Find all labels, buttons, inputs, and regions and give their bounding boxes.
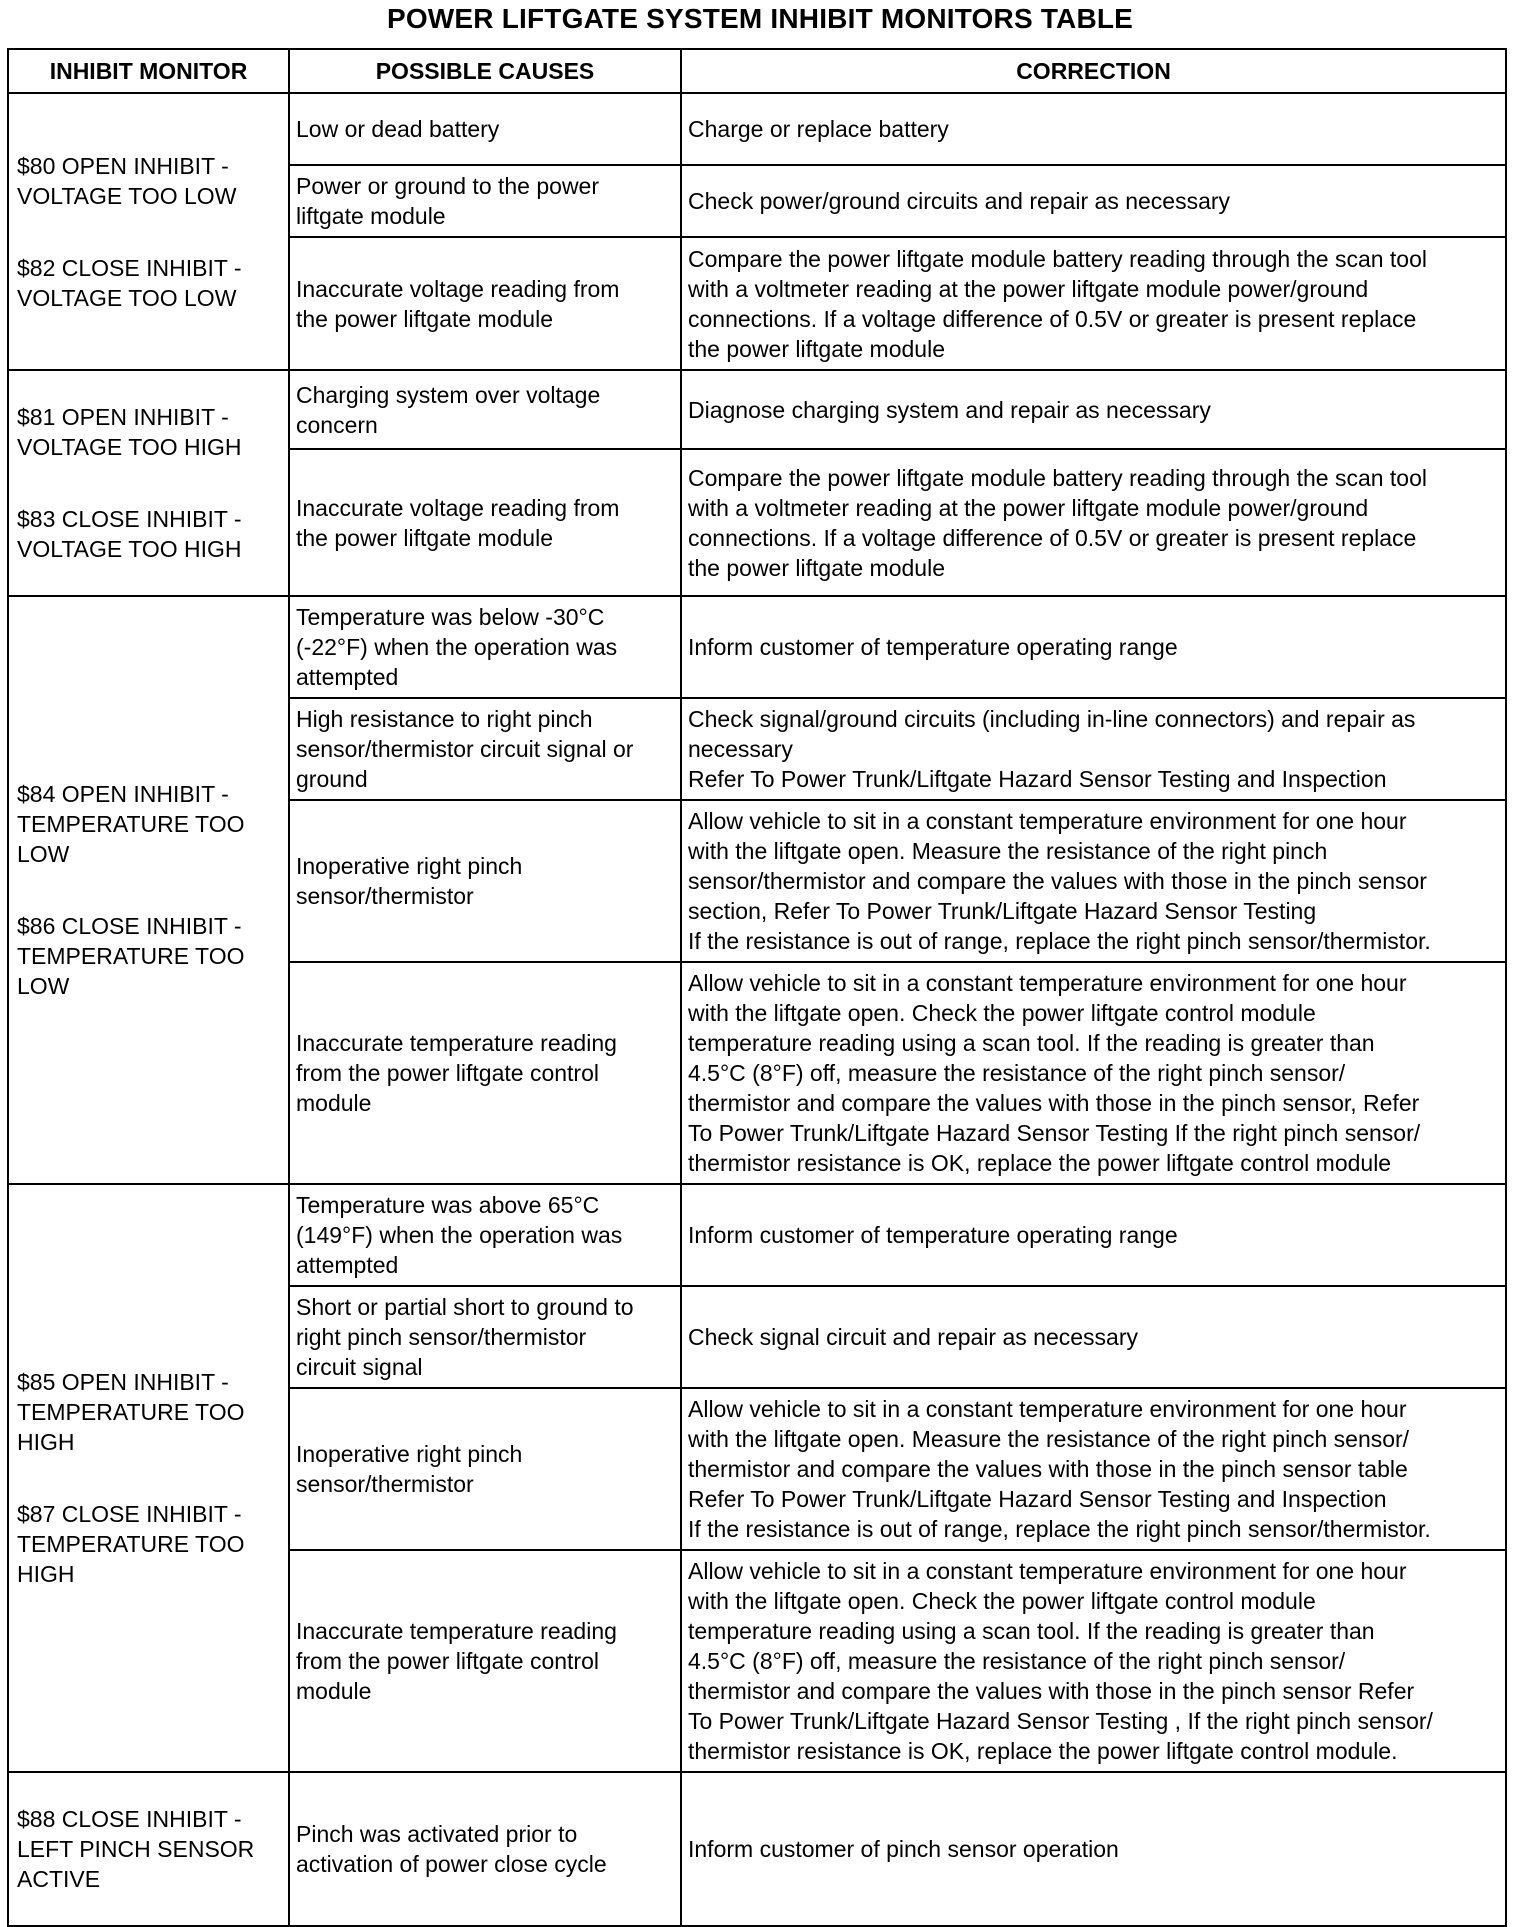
- monitor-label: $84 OPEN INHIBIT - TEMPERATURE TOO LOW: [17, 781, 245, 867]
- monitor-label: $85 OPEN INHIBIT - TEMPERATURE TOO HIGH: [17, 1369, 245, 1455]
- correction-cell: Diagnose charging system and repair as necessary: [681, 370, 1506, 449]
- possible-cause-cell: Power or ground to the power liftgate module: [289, 165, 681, 237]
- possible-cause-cell: Short or partial short to ground to right pinch sensor/thermistor circuit signal: [289, 1286, 681, 1388]
- inhibit-monitor-cell: [8, 370, 289, 596]
- table-row: [8, 1184, 1506, 1286]
- inhibit-monitor-cell: [8, 93, 289, 370]
- possible-cause-cell: High resistance to right pinch sensor/thermistor circuit signal or ground: [289, 698, 681, 800]
- column-header-possible-causes: POSSIBLE CAUSES: [289, 49, 681, 93]
- monitor-label: $82 CLOSE INHIBIT - VOLTAGE TOO LOW: [17, 254, 242, 311]
- possible-cause-cell: Charging system over voltage concern: [289, 370, 681, 449]
- header-row: [8, 49, 1506, 93]
- correction-cell: Allow vehicle to sit in a constant temperature environment for one hour with the liftgate open. Measure the resistance of the right pinch sensor/ thermistor and compare the values with those in the pinch sensor table Refer To Power Trunk/Liftgate Hazard Sensor Testing and Inspection If the resistance is out of range, replace the right pinch sensor/thermistor.: [681, 1388, 1506, 1550]
- correction-cell: Inform customer of pinch sensor operation: [681, 1772, 1506, 1926]
- possible-cause-cell: Temperature was below -30°C (-22°F) when the operation was attempted: [289, 596, 681, 698]
- monitor-label: $88 CLOSE INHIBIT - LEFT PINCH SENSOR ACTIVE: [17, 1806, 255, 1892]
- possible-cause-cell: Inaccurate voltage reading from the power liftgate module: [289, 449, 681, 596]
- table-row: [8, 596, 1506, 698]
- inhibit-monitor-cell: [8, 1772, 289, 1926]
- column-header-correction: CORRECTION: [681, 49, 1506, 93]
- correction-cell: Check signal circuit and repair as necessary: [681, 1286, 1506, 1388]
- possible-cause-cell: Inoperative right pinch sensor/thermistor: [289, 800, 681, 962]
- monitor-label: $86 CLOSE INHIBIT - TEMPERATURE TOO LOW: [17, 913, 245, 999]
- monitor-label: $87 CLOSE INHIBIT - TEMPERATURE TOO HIGH: [17, 1501, 245, 1587]
- correction-cell: Allow vehicle to sit in a constant temperature environment for one hour with the liftgate open. Measure the resistance of the right pinch sensor/thermistor and compare the values with those in the pinch sensor section, Refer To Power Trunk/Liftgate Hazard Sensor Testing If the resistance is out of range, replace the right pinch sensor/thermistor.: [681, 800, 1506, 962]
- correction-cell: Check power/ground circuits and repair as necessary: [681, 165, 1506, 237]
- table-row: [8, 93, 1506, 165]
- possible-cause-cell: Temperature was above 65°C (149°F) when the operation was attempted: [289, 1184, 681, 1286]
- column-header-inhibit-monitor: INHIBIT MONITOR: [8, 49, 289, 93]
- monitor-label: $83 CLOSE INHIBIT - VOLTAGE TOO HIGH: [17, 506, 242, 562]
- monitor-label: $81 OPEN INHIBIT - VOLTAGE TOO HIGH: [17, 404, 242, 460]
- inhibit-monitors-table: [7, 48, 1507, 1927]
- possible-cause-cell: Inoperative right pinch sensor/thermistor: [289, 1388, 681, 1550]
- possible-cause-cell: Inaccurate temperature reading from the power liftgate control module: [289, 962, 681, 1184]
- inhibit-monitor-cell: [8, 1184, 289, 1772]
- possible-cause-cell: Inaccurate voltage reading from the power liftgate module: [289, 237, 681, 370]
- possible-cause-cell: Inaccurate temperature reading from the power liftgate control module: [289, 1550, 681, 1772]
- monitor-label: $80 OPEN INHIBIT - VOLTAGE TOO LOW: [17, 152, 237, 209]
- possible-cause-cell: Low or dead battery: [289, 93, 681, 165]
- possible-cause-cell: Pinch was activated prior to activation of power close cycle: [289, 1772, 681, 1926]
- correction-cell: Check signal/ground circuits (including in-line connectors) and repair as necessary Refer To Power Trunk/Liftgate Hazard Sensor Testing and Inspection: [681, 698, 1506, 800]
- correction-cell: Allow vehicle to sit in a constant temperature environment for one hour with the liftgate open. Check the power liftgate control module temperature reading using a scan tool. If the reading is greater than 4.5°C (8°F) off, measure the resistance of the right pinch sensor/ thermistor and compare the values with those in the pinch sensor Refer To Power Trunk/Liftgate Hazard Sensor Testing , If the right pinch sensor/ thermistor resistance is OK, replace the power liftgate control module.: [681, 1550, 1506, 1772]
- correction-cell: Allow vehicle to sit in a constant temperature environment for one hour with the liftgate open. Check the power liftgate control module temperature reading using a scan tool. If the reading is greater than 4.5°C (8°F) off, measure the resistance of the right pinch sensor/ thermistor and compare the values with those in the pinch sensor, Refer To Power Trunk/Liftgate Hazard Sensor Testing If the right pinch sensor/ thermistor resistance is OK, replace the power liftgate control module: [681, 962, 1506, 1184]
- inhibit-monitor-cell: [8, 596, 289, 1184]
- table-row: [8, 1772, 1506, 1926]
- correction-cell: Inform customer of temperature operating range: [681, 1184, 1506, 1286]
- correction-cell: Compare the power liftgate module battery reading through the scan tool with a voltmeter reading at the power liftgate module power/ground connections. If a voltage difference of 0.5V or greater is present replace the power liftgate module: [681, 237, 1506, 370]
- correction-cell: Inform customer of temperature operating range: [681, 596, 1506, 698]
- correction-cell: Compare the power liftgate module battery reading through the scan tool with a voltmeter reading at the power liftgate module power/ground connections. If a voltage difference of 0.5V or greater is present replace the power liftgate module: [681, 449, 1506, 596]
- page-title: POWER LIFTGATE SYSTEM INHIBIT MONITORS TABLE: [386, 3, 1134, 34]
- table-row: [8, 370, 1506, 449]
- correction-cell: Charge or replace battery: [681, 93, 1506, 165]
